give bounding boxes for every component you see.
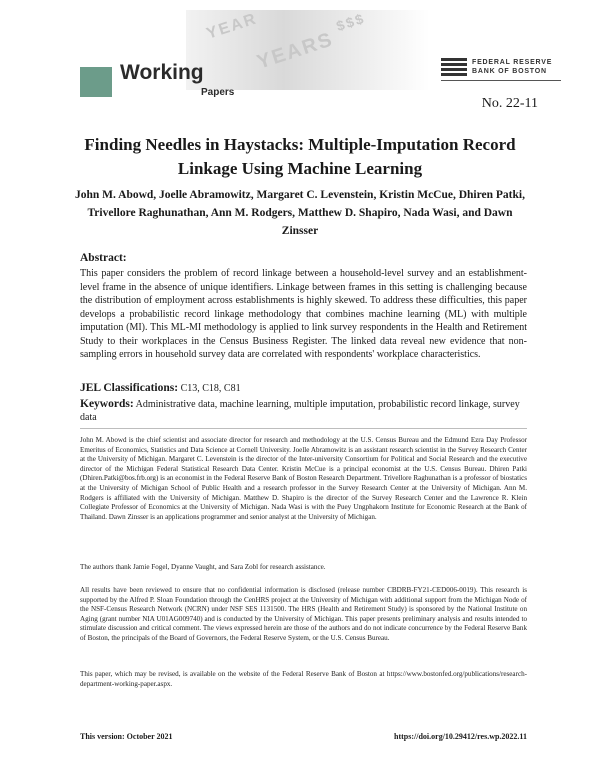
paper-title: Finding Needles in Haystacks: Multiple-Imputation Record Linkage Using Machine Learning	[84, 135, 516, 178]
bank-name-line2: BANK OF BOSTON	[472, 68, 547, 75]
header-banner-image: YEAR YEARS $$$	[186, 10, 430, 90]
doi-link[interactable]: https://doi.org/10.29412/res.wp.2022.11	[394, 732, 527, 741]
keywords-text: Administrative data, machine learning, multiple imputation, probabilistic record linkage, survey data	[80, 399, 520, 423]
bank-name-line1: FEDERAL RESERVE	[472, 59, 553, 66]
footnote-divider	[80, 428, 527, 429]
keywords-label: Keywords:	[80, 398, 134, 410]
fed-logo-icon	[441, 58, 467, 78]
abstract-text: This paper considers the problem of record linkage between a household-level survey and an establishment-level frame in the absence of unique identifiers. Linkage between frames in this setting is challenging because the distribution of employment across establishments is highly skewed. To address these difficulties, this paper develops a probabilistic record linkage methodology that combines machine learning (ML) with multiple imputation (MI). This ML-MI methodology is applied to link survey respondents in the Health and Retirement Study to their workplaces in the Census Business Register. The linked data reveal new evidence that non-sampling errors in household survey data are correlated with respondents' workplace characteristics.	[80, 268, 527, 360]
jel-label: JEL Classifications:	[80, 382, 179, 394]
footnote-thanks: The authors thank Jamie Fogel, Dyanne Vaught, and Sara Zobl for research assistance.	[80, 563, 326, 571]
footnote-disclosure: All results have been reviewed to ensure that no confidential information is disclosed (release number CBDRB-FY21-CED006-0019). This research is supported by the Alfred P. Sloan Foundation through the CenHRS project at the University of Michigan with additional support from the Michigan Node of the NSF-Census Research Network (NCRN) under NSF SES 1131500. The HRS (Health and Retirement Study) is sponsored by the National Institute on Aging (grant number NIA U01AG009740) and is conducted by the University of Michigan. This paper presents preliminary analysis and results intended to stimulate discussion and critical comment. The views expressed herein are those of the authors and do not indicate concurrence by the Federal Reserve Bank of Boston, the principals of the Board of Governors, the Federal Reserve System, or the U.S. Census Bureau.	[80, 586, 527, 642]
bank-name	[472, 58, 552, 76]
jel-classifications	[80, 382, 241, 394]
logo-papers-text: Papers	[201, 87, 235, 98]
jel-codes: C13, C18, C81	[180, 383, 241, 394]
keywords	[80, 398, 527, 424]
bank-rule	[441, 80, 561, 81]
version-date: This version: October 2021	[80, 732, 173, 741]
footnote-website: This paper, which may be revised, is available on the website of the Federal Reserve Bank of Boston at https://www.bostonfed.org/publications/research-department-working-paper.aspx.	[80, 670, 527, 688]
author-list: John M. Abowd, Joelle Abramowitz, Margaret C. Levenstein, Kristin McCue, Dhiren Patki, Trivellore Raghunathan, Ann M. Rodgers, Matthew D. Shapiro, Nada Wasi, and Dawn Zinsser	[75, 189, 525, 237]
header	[0, 0, 600, 100]
logo-green-block	[80, 67, 112, 97]
logo-working-text: Working	[120, 61, 204, 84]
paper-number: No. 22-11	[481, 96, 538, 111]
abstract-heading: Abstract:	[80, 252, 127, 264]
footnote-affiliations: John M. Abowd is the chief scientist and associate director for research and methodology at the U.S. Census Bureau and the Edmund Ezra Day Professor Emeritus of Economics, Statistics and Data Science at Cornell University. Joelle Abramowitz is an assistant research scientist in the Survey Research Center at the University of Michigan. Margaret C. Levenstein is the director of the Inter-university Consortium for Political and Social Research and the executive director of the Michigan Federal Statistical Research Data Center. Kristin McCue is a principal economist at the U.S. Census Bureau. Dhiren Patki (Dhiren.Patki@bos.frb.org) is an economist in the Federal Reserve Bank of Boston Research Department. Trivellore Raghunathan is a professor of biostatics at the University of Michigan School of Public Health and a research professor in the Survey Research Center at the University of Michigan. Ann M. Rodgers is affiliated with the University of Michigan. Matthew D. Shapiro is the director of the Survey Research Center and the Lawrence R. Klein Collegiate Professor of Economics at the University of Michigan. Nada Wasi is with the Puey Ungphakorn Institute for Economic Research at the Bank of Thailand. Dawn Zinsser is an applications programmer and senior analyst at the University of Michigan.	[80, 436, 527, 521]
